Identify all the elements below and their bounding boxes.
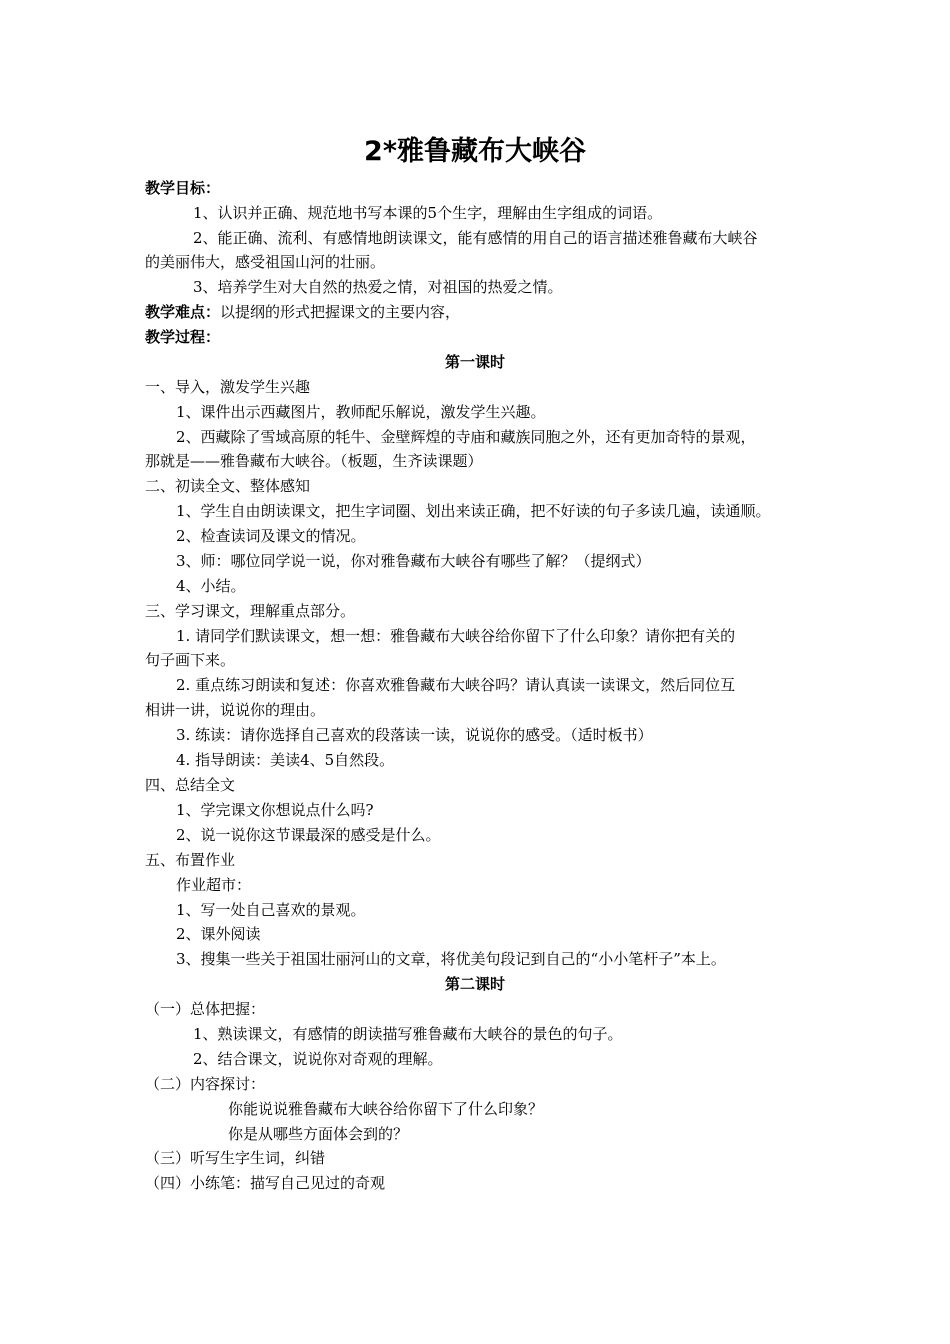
- lesson1-section-2: 二、初读全文、整体感知: [145, 477, 311, 495]
- objective-2-cont: 的美丽伟大，感受祖国山河的壮丽。: [145, 253, 386, 271]
- lesson2-section-1: （一）总体把握：: [145, 1000, 266, 1018]
- lesson1-item-cont: 相讲一讲，说说你的理由。: [145, 701, 326, 719]
- lesson1-item: 2. 重点练习朗读和复述：你喜欢雅鲁藏布大峡谷吗？请认真读一读课文，然后同位互: [176, 676, 736, 694]
- lesson1-item: 1、写一处自己喜欢的景观。: [176, 901, 366, 919]
- objective-1: 1、认识并正确、规范地书写本课的5个生字，理解由生字组成的词语。: [193, 204, 663, 222]
- lesson2-section-3: （三）听写生字生词，纠错: [145, 1149, 326, 1167]
- lesson2-item: 你是从哪些方面体会到的？: [228, 1125, 409, 1143]
- objectives-heading: 教学目标：: [145, 179, 221, 197]
- objective-3: 3、培养学生对大自然的热爱之情，对祖国的热爱之情。: [193, 278, 563, 296]
- lesson1-item: 1、学完课文你想说点什么吗?: [176, 801, 374, 819]
- lesson1-item: 2、西藏除了雪域高原的牦牛、金壁辉煌的寺庙和藏族同胞之外，还有更加奇特的景观，: [176, 428, 756, 446]
- lesson1-item: 2、课外阅读: [176, 925, 261, 943]
- lesson2-item: 你能说说雅鲁藏布大峡谷给你留下了什么印象？: [228, 1100, 544, 1118]
- lesson2-heading: 第二课时: [444, 975, 505, 993]
- lesson1-item: 作业超市：: [176, 876, 252, 894]
- lesson1-section-5: 五、布置作业: [145, 851, 236, 869]
- lesson1-item: 4. 指导朗读：美读4、5自然段。: [176, 751, 395, 769]
- lesson1-heading: 第一课时: [444, 353, 505, 371]
- lesson1-section-3: 三、学习课文，理解重点部分。: [145, 602, 356, 620]
- lesson1-section-1: 一、导入，激发学生兴趣: [145, 378, 311, 396]
- lesson1-item: 1、学生自由朗读课文，把生字词圈、划出来读正确，把不好读的句子多读几遍，读通顺。: [176, 502, 771, 520]
- lesson2-item: 2、结合课文，说说你对奇观的理解。: [193, 1050, 443, 1068]
- lesson2-section-2: （二）内容探讨：: [145, 1075, 266, 1093]
- lesson1-item: 1. 请同学们默读课文，想一想：雅鲁藏布大峡谷给你留下了什么印象？请你把有关的: [176, 627, 736, 645]
- lesson1-item: 3、搜集一些关于祖国壮丽河山的文章，将优美句段记到自己的“小小笔杆子”本上。: [176, 950, 726, 968]
- lesson1-section-4: 四、总结全文: [145, 776, 236, 794]
- lesson1-item-cont: 那就是——雅鲁藏布大峡谷。（板题，生齐读课题）: [145, 452, 483, 470]
- lesson1-item: 2、检查读词及课文的情况。: [176, 527, 366, 545]
- lesson1-item: 4、小结。: [176, 577, 246, 595]
- lesson2-section-4: （四）小练笔：描写自己见过的奇观: [145, 1174, 386, 1192]
- difficulty-line: [145, 302, 460, 322]
- lesson1-item: 3、师：哪位同学说一说，你对雅鲁藏布大峡谷有哪些了解？（提纲式）: [176, 552, 651, 570]
- difficulty-text: 以提纲的形式把握课文的主要内容，: [220, 303, 461, 321]
- lesson1-item-cont: 句子画下来。: [145, 651, 236, 669]
- objective-2: 2、能正确、流利、有感情地朗读课文，能有感情的用自己的语言描述雅鲁藏布大峡谷: [193, 229, 758, 247]
- lesson1-item: 3. 练读：请你选择自己喜欢的段落读一读，说说你的感受。（适时板书）: [176, 726, 653, 744]
- difficulty-label: 教学难点：: [145, 303, 221, 321]
- lesson1-item: 1、课件出示西藏图片，教师配乐解说，激发学生兴趣。: [176, 403, 546, 421]
- process-heading: 教学过程：: [145, 328, 221, 346]
- lesson2-item: 1、熟读课文，有感情的朗读描写雅鲁藏布大峡谷的景色的句子。: [193, 1025, 623, 1043]
- lesson1-item: 2、说一说你这节课最深的感受是什么。: [176, 826, 441, 844]
- document-title: 2*雅鲁藏布大峡谷: [364, 136, 586, 167]
